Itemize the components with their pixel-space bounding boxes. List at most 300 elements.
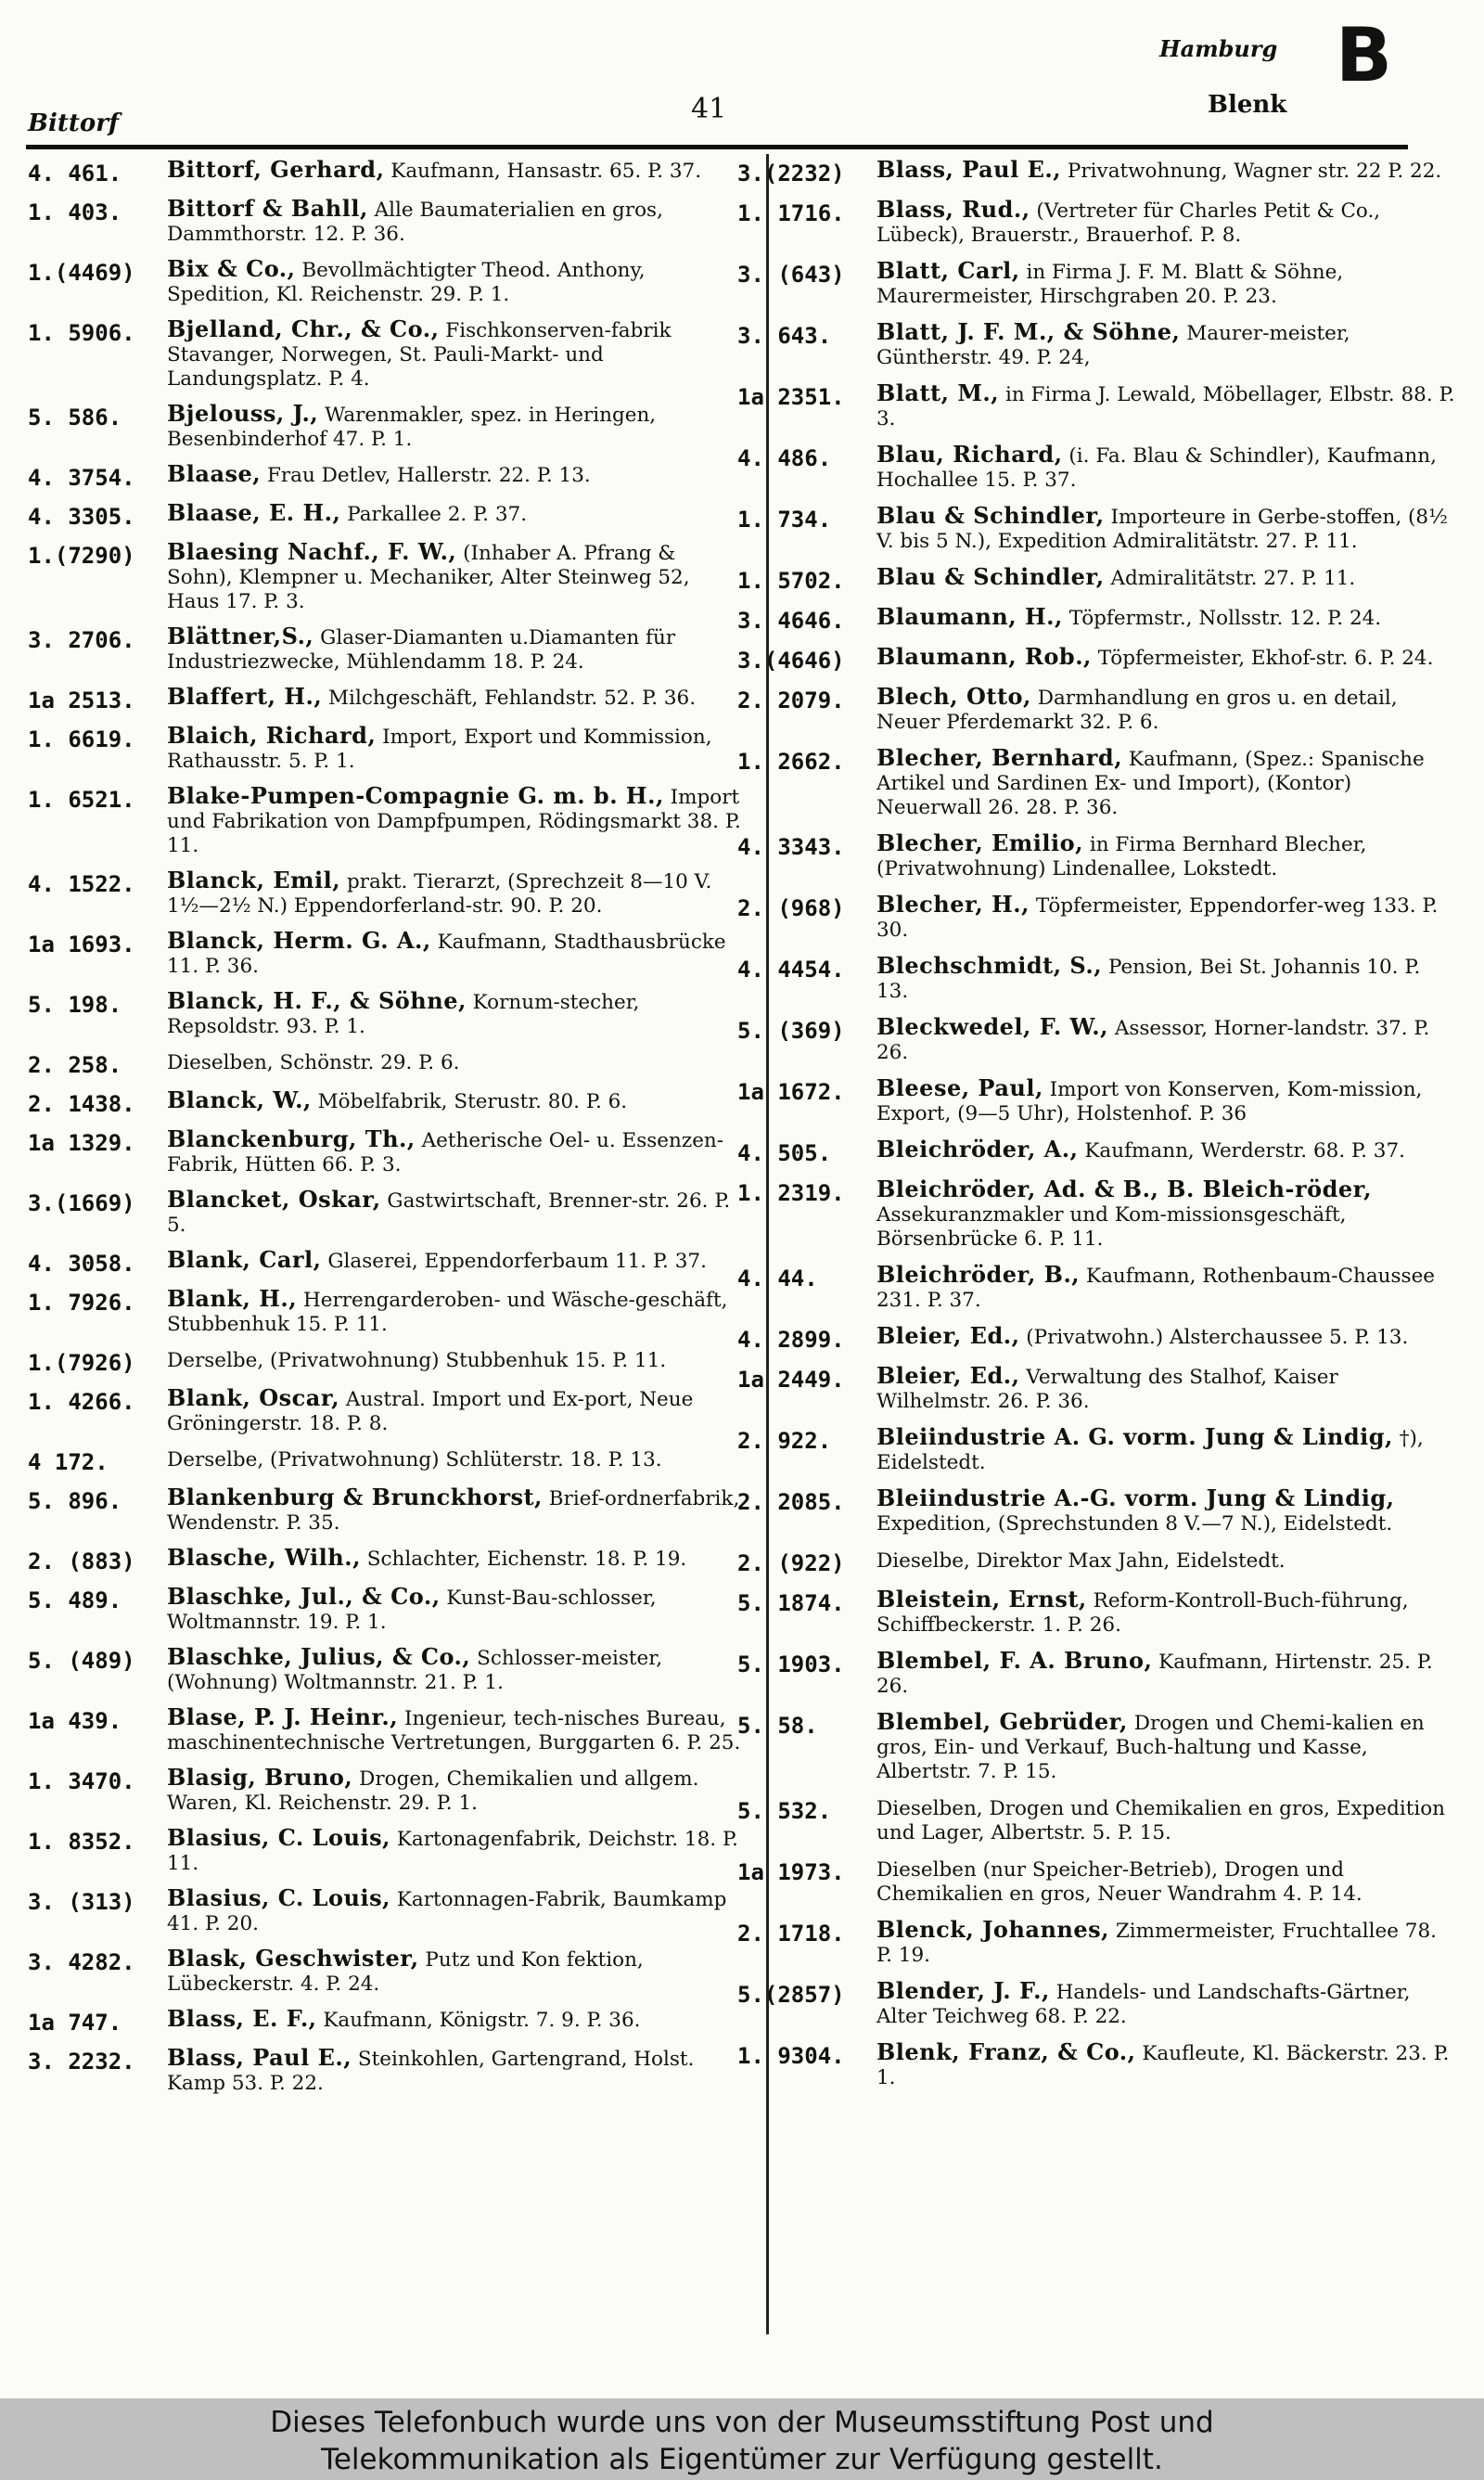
- subscriber-name: Blaschke, Julius, & Co.,: [167, 1643, 471, 1670]
- right-column: [737, 158, 1456, 2101]
- directory-entry: [737, 1364, 1456, 1414]
- subscriber-name: Blaumann, Rob.,: [876, 643, 1092, 670]
- entry-details: (i. Fa. Blau & Schindler), Kaufmann, Hochallee 15. P. 37.: [876, 444, 1437, 492]
- entry-text: [167, 929, 747, 979]
- subscriber-name: Blecher, Emilio,: [876, 829, 1084, 856]
- subscriber-name: Blancket, Oskar,: [167, 1186, 381, 1213]
- phone-number: 1.(4469): [28, 260, 135, 286]
- phone-number: 4. 505.: [737, 1140, 832, 1166]
- directory-entry: [28, 1347, 747, 1376]
- entry-text: [876, 1486, 1456, 1536]
- directory-entry: [28, 1287, 747, 1337]
- directory-entry: [737, 2040, 1456, 2090]
- phone-number: 1. 4266.: [28, 1389, 135, 1415]
- directory-entry: [737, 1324, 1456, 1353]
- directory-entry: [28, 501, 747, 530]
- phone-number: 1a 1329.: [28, 1130, 135, 1156]
- phone-number: 3. 4646.: [737, 608, 845, 634]
- subscriber-name: Blanck, Herm. G. A.,: [167, 927, 431, 954]
- phone-number: 1a 2513.: [28, 687, 135, 713]
- entry-text: [876, 893, 1456, 943]
- entry-text: [876, 1857, 1456, 1907]
- entry-details: Töpfermeister, Eppendorfer-weg 133. P. 30.: [876, 894, 1439, 942]
- entry-text: [167, 685, 747, 711]
- directory-entry: [28, 784, 747, 858]
- entry-text: [167, 1705, 747, 1755]
- entry-text: [876, 1649, 1456, 1699]
- directory-entry: [737, 605, 1456, 634]
- entry-text: [167, 501, 747, 527]
- phone-number: 3. 4282.: [28, 1949, 135, 1975]
- entry-text: [167, 158, 747, 184]
- phone-number: 3. (313): [28, 1889, 135, 1915]
- entry-text: [167, 1766, 747, 1816]
- phone-number: 1. 6619.: [28, 726, 135, 752]
- entry-details: in Firma J. F. M. Blatt & Söhne, Maurermeister, Hirschgraben 20. P. 23.: [876, 261, 1344, 308]
- subscriber-name: Blasius, C. Louis,: [167, 1884, 390, 1911]
- entry-text: [167, 784, 747, 858]
- directory-entry: [28, 1585, 747, 1635]
- subscriber-name: Blender, J. F.,: [876, 1977, 1050, 2004]
- subscriber-name: Bleckwedel, F. W.,: [876, 1013, 1108, 1040]
- subscriber-name: Bittorf, Gerhard,: [167, 156, 385, 183]
- subscriber-name: Blatt, M.,: [876, 379, 1000, 406]
- subscriber-name: Blask, Geschwister,: [167, 1945, 419, 1972]
- directory-entry: [737, 1795, 1456, 1845]
- phone-number: 4. 4454.: [737, 957, 845, 983]
- subscriber-name: Blau, Richard,: [876, 441, 1063, 468]
- entry-details: Kaufmann, Stadthausbrücke 11. P. 36.: [167, 931, 726, 978]
- directory-entry: [28, 540, 747, 614]
- phone-number: 1. 9304.: [737, 2043, 845, 2069]
- entry-details: Admiralitätstr. 27. P. 11.: [1110, 567, 1356, 590]
- phone-number: 2. 258.: [28, 1052, 122, 1078]
- subscriber-name: Bjelland, Chr., & Co.,: [167, 315, 440, 342]
- directory-entry: [737, 381, 1456, 431]
- page-number: 41: [691, 93, 727, 125]
- directory-entry: [737, 954, 1456, 1004]
- entry-details: Aetherische Oel- u. Essenzen-Fabrik, Hütten 66. P. 3.: [167, 1129, 724, 1176]
- entry-text: [876, 954, 1456, 1004]
- directory-entry: [28, 685, 747, 713]
- entry-details: Schlosser-meister, (Wohnung) Woltmannstr. 21. P. 1.: [167, 1647, 663, 1694]
- entry-details: Kaufmann, Hirtenstr. 25. P. 26.: [876, 1651, 1433, 1698]
- phone-number: 3. 2232.: [28, 2049, 135, 2075]
- entry-details: Dieselben, Schönstr. 29. P. 6.: [167, 1051, 460, 1074]
- directory-entry: [28, 1705, 747, 1755]
- subscriber-name: Blasig, Bruno,: [167, 1764, 353, 1791]
- phone-number: 1. 734.: [737, 507, 832, 533]
- entry-details: Handels- und Landschafts-Gärtner, Alter Teichweg 68. P. 22.: [876, 1981, 1411, 2028]
- entry-details: Expedition, (Sprechstunden 8 V.—7 N.), Eidelstedt.: [876, 1512, 1393, 1536]
- entry-details: Importeure in Gerbe-stoffen, (8½ V. bis 5 N.), Expedition Admiralitätstr. 27. P. 11.: [876, 506, 1448, 553]
- directory-entry: [28, 1188, 747, 1238]
- entry-details: Kunst-Bau-schlosser, Woltmannstr. 19. P. 1.: [167, 1587, 657, 1634]
- entry-text: [876, 1918, 1456, 1968]
- entry-text: [876, 1979, 1456, 2029]
- entry-text: [167, 1049, 747, 1075]
- subscriber-name: Blanck, W.,: [167, 1086, 312, 1113]
- directory-entry: [28, 1248, 747, 1277]
- entry-details: Derselbe, (Privatwohnung) Stubbenhuk 15. P. 11.: [167, 1349, 667, 1372]
- directory-entry: [737, 1177, 1456, 1252]
- phone-number: 5.(2857): [737, 1982, 845, 2008]
- entry-details: Dieselbe, Direktor Max Jahn, Eidelstedt.: [876, 1549, 1286, 1573]
- entry-text: [167, 1287, 747, 1337]
- directory-entry: [737, 158, 1456, 186]
- subscriber-name: Blaesing Nachf., F. W.,: [167, 538, 457, 565]
- entry-text: [876, 1015, 1456, 1065]
- directory-entry: [737, 1710, 1456, 1784]
- entry-text: [167, 1347, 747, 1373]
- phone-number: 1. 8352.: [28, 1829, 135, 1855]
- entry-text: [167, 197, 747, 247]
- entry-details: Frau Detlev, Hallerstr. 22. P. 13.: [266, 464, 591, 487]
- subscriber-name: Blanckenburg, Th.,: [167, 1125, 416, 1152]
- directory-entry: [737, 1425, 1456, 1475]
- directory-entry: [737, 1649, 1456, 1699]
- phone-number: 1. 3470.: [28, 1768, 135, 1794]
- subscriber-name: Blase, P. J. Heinr.,: [167, 1703, 399, 1730]
- entry-details: Brief-ordnerfabrik, Wendenstr. P. 35.: [167, 1487, 740, 1535]
- subscriber-name: Blechschmidt, S.,: [876, 952, 1103, 979]
- entry-details: Privatwohnung, Wagner str. 22 P. 22.: [1067, 160, 1442, 183]
- phone-number: 1. 403.: [28, 199, 122, 225]
- directory-entry: [737, 893, 1456, 943]
- entry-text: [876, 259, 1456, 309]
- phone-number: 4. 3754.: [28, 465, 135, 491]
- entry-text: [876, 1364, 1456, 1414]
- directory-entry: [28, 2007, 747, 2036]
- entry-details: Drogen und Chemi-kalien en gros, Ein- und Verkauf, Buch-haltung und Kasse, Albertstr. 7. P. 15.: [876, 1712, 1425, 1783]
- entry-text: [876, 1263, 1456, 1313]
- entry-text: [876, 158, 1456, 184]
- subscriber-name: Blau & Schindler,: [876, 502, 1105, 529]
- directory-entry: [28, 1127, 747, 1177]
- entry-text: [876, 1795, 1456, 1845]
- phone-number: 1a 2449.: [737, 1367, 845, 1393]
- directory-entry: [28, 1088, 747, 1117]
- entry-details: Ingenieur, tech-nisches Bureau, maschinentechnische Vertretungen, Burggarten 6. P. 25.: [167, 1707, 741, 1754]
- entry-text: [876, 1587, 1456, 1638]
- phone-number: 5. (369): [737, 1018, 845, 1044]
- subscriber-name: Blecher, Bernhard,: [876, 744, 1123, 771]
- entry-details: Glaser-Diamanten u.Diamanten für Industriezwecke, Mühlendamm 18. P. 24.: [167, 626, 676, 674]
- phone-number: 4. 3058.: [28, 1251, 135, 1277]
- directory-entry: [737, 1918, 1456, 1968]
- entry-text: [167, 1947, 747, 1997]
- subscriber-name: Blaumann, H.,: [876, 603, 1063, 630]
- entry-text: [876, 831, 1456, 881]
- phone-number: 3. (643): [737, 262, 845, 288]
- subscriber-name: Blank, Carl,: [167, 1246, 322, 1273]
- entry-text: [876, 443, 1456, 493]
- directory-entry: [737, 685, 1456, 735]
- directory-entry: [737, 1263, 1456, 1313]
- directory-entry: [28, 257, 747, 307]
- header-rule: [26, 145, 1408, 149]
- entry-details: Maurer-meister, Güntherstr. 49. P. 24,: [876, 322, 1350, 369]
- phone-number: 2. 1718.: [737, 1921, 845, 1947]
- directory-entry: [737, 1076, 1456, 1126]
- entry-text: [876, 1324, 1456, 1350]
- entry-text: [876, 1076, 1456, 1126]
- directory-entry: [28, 1386, 747, 1436]
- city-header: Hamburg: [1159, 35, 1278, 62]
- entry-text: [167, 1248, 747, 1274]
- subscriber-name: Blank, Oscar,: [167, 1384, 340, 1411]
- subscriber-name: Blass, E. F.,: [167, 2005, 317, 2032]
- phone-number: 1a 747.: [28, 2010, 122, 2036]
- directory-entry: [737, 645, 1456, 674]
- directory-entry: [28, 1766, 747, 1816]
- phone-number: 3.(2232): [737, 161, 845, 186]
- entry-details: Töpfermstr., Nollsstr. 12. P. 24.: [1068, 607, 1382, 630]
- subscriber-name: Blass, Paul E.,: [167, 2044, 352, 2071]
- phone-number: 1a 2351.: [737, 384, 845, 410]
- directory-entry: [28, 2046, 747, 2096]
- entry-details: Kaufmann, Werderstr. 68. P. 37.: [1084, 1139, 1405, 1163]
- entry-text: [167, 724, 747, 774]
- entry-details: Kartonnagen-Fabrik, Baumkamp 41. P. 20.: [167, 1888, 727, 1935]
- entry-text: [167, 1386, 747, 1436]
- phone-number: 2. (883): [28, 1548, 135, 1574]
- phone-number: 5. 532.: [737, 1798, 832, 1824]
- subscriber-name: Blank, H.,: [167, 1285, 298, 1312]
- subscriber-name: Blembel, F. A. Bruno,: [876, 1647, 1153, 1674]
- subscriber-name: Bix & Co.,: [167, 255, 296, 282]
- subscriber-name: Bleichröder, B.,: [876, 1261, 1081, 1288]
- directory-entry: [28, 462, 747, 491]
- phone-number: 2. 2085.: [737, 1489, 845, 1515]
- phone-number: 5. 896.: [28, 1488, 122, 1514]
- entry-details: Derselbe, (Privatwohnung) Schlüterstr. 18. P. 13.: [167, 1448, 662, 1471]
- phone-number: 1. 1716.: [737, 200, 845, 226]
- directory-entry: [28, 929, 747, 979]
- entry-text: [167, 1585, 747, 1635]
- entry-details: Schlachter, Eichenstr. 18. P. 19.: [366, 1548, 687, 1571]
- subscriber-name: Blech, Otto,: [876, 683, 1031, 710]
- phone-number: 1. 5702.: [737, 568, 845, 594]
- subscriber-name: Blasche, Wilh.,: [167, 1544, 361, 1571]
- entry-details: Pension, Bei St. Johannis 10. P. 13.: [876, 956, 1421, 1003]
- entry-text: [876, 645, 1456, 671]
- phone-number: 1. 7926.: [28, 1290, 135, 1316]
- entry-text: [167, 624, 747, 675]
- entry-details: Töpfermeister, Ekhof-str. 6. P. 24.: [1097, 647, 1434, 670]
- subscriber-name: Bleese, Paul,: [876, 1074, 1043, 1101]
- phone-number: 1. 6521.: [28, 787, 135, 813]
- entry-details: Kaufmann, Rothenbaum-Chaussee 231. P. 37.: [876, 1265, 1436, 1312]
- entry-text: [876, 198, 1456, 248]
- subscriber-name: Blass, Paul E.,: [876, 156, 1062, 183]
- left-column: [28, 158, 747, 2106]
- phone-number: 2. 922.: [737, 1428, 832, 1454]
- directory-entry: [28, 402, 747, 452]
- entry-details: Alle Baumaterialien en gros, Dammthorstr. 12. P. 36.: [167, 199, 663, 246]
- entry-text: [876, 685, 1456, 735]
- phone-number: 4. 3343.: [737, 834, 845, 860]
- entry-details: Verwaltung des Stalhof, Kaiser Wilhelmstr. 26. P. 36.: [876, 1366, 1338, 1413]
- entry-text: [167, 1886, 747, 1936]
- phone-number: 1. 5906.: [28, 320, 135, 346]
- directory-entry: [737, 198, 1456, 248]
- subscriber-name: Blaase, E. H.,: [167, 499, 341, 526]
- directory-entry: [737, 565, 1456, 594]
- entry-details: Warenmakler, spez. in Heringen, Besenbinderhof 47. P. 1.: [167, 404, 657, 451]
- entry-text: [167, 2007, 747, 2033]
- entry-details: Fischkonserven-fabrik Stavanger, Norwegen, St. Pauli-Markt- und Landungsplatz. P. 4.: [167, 319, 672, 391]
- entry-text: [876, 565, 1456, 591]
- phone-number: 4. 3305.: [28, 504, 135, 530]
- directory-entry: [737, 443, 1456, 493]
- entry-text: [876, 1425, 1456, 1475]
- directory-entry: [28, 1446, 747, 1475]
- entry-details: Dieselben, Drogen und Chemikalien en gros, Expedition und Lager, Albertstr. 5. P. 15.: [876, 1797, 1446, 1844]
- directory-entry: [737, 746, 1456, 820]
- entry-details: Import von Konserven, Kom-mission, Export, (9—5 Uhr), Holstenhof. P. 36: [876, 1078, 1423, 1125]
- subscriber-name: Blecher, H.,: [876, 891, 1030, 918]
- phone-number: 4 172.: [28, 1449, 109, 1475]
- subscriber-name: Blatt, Carl,: [876, 257, 1020, 284]
- entry-text: [167, 1446, 747, 1472]
- directory-entry: [28, 868, 747, 919]
- phone-number: 4. 44.: [737, 1266, 818, 1291]
- entry-text: [167, 1546, 747, 1572]
- entry-details: Import und Fabrikation von Dampfpumpen, Rödingsmarkt 38. P. 11.: [167, 786, 741, 857]
- entry-text: [167, 868, 747, 919]
- subscriber-name: Blenk, Franz, & Co.,: [876, 2038, 1136, 2065]
- subscriber-name: Blau & Schindler,: [876, 563, 1105, 590]
- directory-entry: [737, 259, 1456, 309]
- entry-details: Assessor, Horner-landstr. 37. P. 26.: [876, 1017, 1430, 1064]
- subscriber-name: Bleichröder, A.,: [876, 1136, 1079, 1163]
- phone-number: 3. 643.: [737, 323, 832, 349]
- subscriber-name: Blaffert, H.,: [167, 683, 323, 710]
- entry-details: Kornum-stecher, Repsoldstr. 93. P. 1.: [167, 991, 640, 1038]
- left-range-header: Bittorf: [28, 109, 120, 137]
- entry-text: [876, 2040, 1456, 2090]
- directory-entry: [28, 1049, 747, 1078]
- directory-entry: [737, 1587, 1456, 1638]
- entry-details: Kaufleute, Kl. Bäckerstr. 23. P. 1.: [876, 2042, 1450, 2089]
- phone-number: 2. 1438.: [28, 1091, 135, 1117]
- entry-details: Kaufmann, (Spez.: Spanische Artikel und Sardinen Ex- und Import), (Kontor) Neuerwall 26. 28. P. 36.: [876, 748, 1425, 819]
- entry-details: Reform-Kontroll-Buch-führung, Schiffbeckerstr. 1. P. 26.: [876, 1589, 1409, 1637]
- entry-text: [876, 1548, 1456, 1574]
- directory-entry: [28, 158, 747, 186]
- entry-text: [167, 540, 747, 614]
- directory-entry: [28, 1947, 747, 1997]
- subscriber-name: Blembel, Gebrüder,: [876, 1708, 1128, 1735]
- entry-details: †), Eidelstedt.: [876, 1427, 1424, 1474]
- phone-number: 2. 2079.: [737, 687, 845, 713]
- directory-entry: [28, 1485, 747, 1536]
- entry-details: Putz und Kon fektion, Lübeckerstr. 4. P. 24.: [167, 1948, 644, 1996]
- directory-entry: [737, 320, 1456, 370]
- entry-text: [167, 1127, 747, 1177]
- entry-details: Herrengarderoben- und Wäsche-geschäft, Stubbenhuk 15. P. 11.: [167, 1289, 728, 1336]
- phone-number: 4. 2899.: [737, 1327, 845, 1353]
- entry-details: Drogen, Chemikalien und allgem. Waren, Kl. Reichenstr. 29. P. 1.: [167, 1767, 699, 1815]
- entry-details: Zimmermeister, Fruchtallee 78. P. 19.: [876, 1920, 1438, 1967]
- entry-text: [167, 1088, 747, 1114]
- subscriber-name: Blankenburg & Brunckhorst,: [167, 1484, 543, 1510]
- subscriber-name: Blass, Rud.,: [876, 196, 1030, 223]
- directory-entry: [28, 1645, 747, 1695]
- right-range-header: Blenk: [1208, 91, 1287, 119]
- entry-details: Gastwirtschaft, Brenner-str. 26. P. 5.: [167, 1189, 731, 1237]
- entry-details: Milchgeschäft, Fehlandstr. 52. P. 36.: [328, 687, 697, 710]
- phone-number: 4. 461.: [28, 161, 122, 186]
- phone-number: 1a 1693.: [28, 932, 135, 957]
- entry-details: in Firma J. Lewald, Möbellager, Elbstr. 88. P. 3.: [876, 383, 1455, 430]
- subscriber-name: Blenck, Johannes,: [876, 1916, 1109, 1943]
- entry-text: [876, 605, 1456, 631]
- subscriber-name: Blanck, Emil,: [167, 867, 341, 893]
- subscriber-name: Blaase,: [167, 460, 262, 487]
- phone-number: 4. 486.: [737, 445, 832, 471]
- entry-text: [167, 1826, 747, 1876]
- directory-entry: [737, 1548, 1456, 1576]
- directory-entry: [737, 831, 1456, 881]
- phone-number: 3.(4646): [737, 648, 845, 674]
- phone-number: 1. 2662.: [737, 749, 845, 775]
- entry-text: [167, 2046, 747, 2096]
- phone-number: 1a 1672.: [737, 1079, 845, 1105]
- subscriber-name: Blaschke, Jul., & Co.,: [167, 1583, 441, 1610]
- phone-number: 2. (968): [737, 895, 845, 921]
- subscriber-name: Blake-Pumpen-Compagnie G. m. b. H.,: [167, 782, 664, 809]
- directory-entry: [28, 624, 747, 675]
- phone-number: 1a 439.: [28, 1708, 122, 1734]
- subscriber-name: Bleichröder, Ad. & B., B. Bleich-röder,: [876, 1176, 1372, 1202]
- phone-number: 5. (489): [28, 1648, 135, 1674]
- entry-details: Dieselben (nur Speicher-Betrieb), Drogen und Chemikalien en gros, Neuer Wandrahm 4. P. 14.: [876, 1858, 1362, 1906]
- entry-details: Möbelfabrik, Sterustr. 80. P. 6.: [317, 1090, 628, 1113]
- directory-entry: [28, 724, 747, 774]
- subscriber-name: Bjelouss, J.,: [167, 400, 319, 427]
- entry-details: (Inhaber A. Pfrang & Sohn), Klempner u. Mechaniker, Alter Steinweg 52, Haus 17. P. 3.: [167, 542, 690, 613]
- entry-details: (Privatwohn.) Alsterchaussee 5. P. 13.: [1026, 1326, 1409, 1349]
- directory-entry: [28, 317, 747, 392]
- subscriber-name: Bleier, Ed.,: [876, 1322, 1020, 1349]
- entry-text: [167, 1188, 747, 1238]
- phone-number: 1a 1973.: [737, 1859, 845, 1885]
- section-letter: B: [1336, 12, 1392, 98]
- directory-entry: [737, 504, 1456, 554]
- phone-number: 1. 2319.: [737, 1180, 845, 1206]
- entry-details: Bevollmächtigter Theod. Anthony, Spedition, Kl. Reichenstr. 29. P. 1.: [167, 259, 646, 306]
- phone-number: 4. 1522.: [28, 871, 135, 897]
- entry-details: Darmhandlung en gros u. en detail, Neuer Pferdemarkt 32. P. 6.: [876, 687, 1398, 734]
- subscriber-name: Blanck, H. F., & Söhne,: [167, 987, 467, 1014]
- entry-text: [876, 746, 1456, 820]
- entry-text: [167, 1645, 747, 1695]
- entry-text: [167, 257, 747, 307]
- phone-number: 5. 198.: [28, 992, 122, 1018]
- entry-details: Import, Export und Kommission, Rathausstr. 5. P. 1.: [167, 726, 712, 773]
- entry-text: [876, 1710, 1456, 1784]
- entry-text: [167, 317, 747, 392]
- subscriber-name: Blatt, J. F. M., & Söhne,: [876, 318, 1181, 345]
- directory-entry: [28, 1886, 747, 1936]
- phone-number: 1.(7926): [28, 1350, 135, 1376]
- subscriber-name: Blättner,S.,: [167, 623, 314, 649]
- entry-text: [167, 989, 747, 1039]
- subscriber-name: Bleiindustrie A.-G. vorm. Jung & Lindig,: [876, 1484, 1395, 1511]
- entry-text: [876, 1137, 1456, 1163]
